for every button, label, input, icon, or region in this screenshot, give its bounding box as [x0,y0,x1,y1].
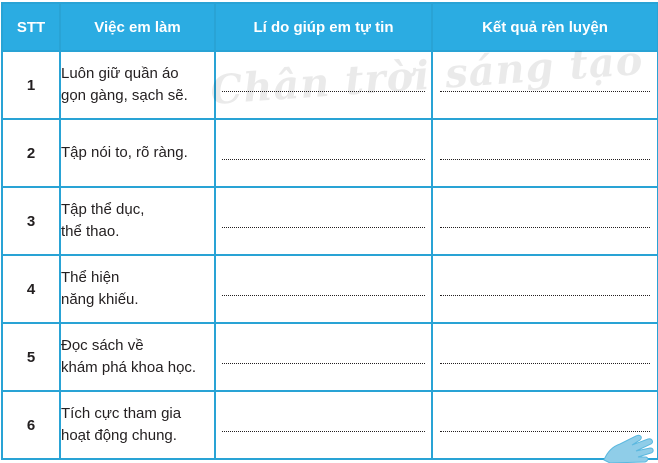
task-line: Luôn giữ quần áo [61,65,179,82]
result-blank[interactable] [432,391,658,459]
reason-blank[interactable] [215,323,432,391]
table-row [2,323,658,391]
row-number: 6 [2,391,60,459]
task-cell [60,51,215,119]
dotted-line [222,91,424,92]
task-line: năng khiếu. [61,291,139,308]
dotted-line [222,159,424,160]
self-confidence-table [1,2,658,460]
task-line: hoạt động chung. [61,427,177,444]
task-cell [60,255,215,323]
dotted-line [440,363,651,364]
header-task: Việc em làm [60,3,215,51]
reason-blank[interactable] [215,391,432,459]
reason-blank[interactable] [215,255,432,323]
dotted-line [222,431,424,432]
row-number: 2 [2,119,60,187]
result-blank[interactable] [432,187,658,255]
dotted-line [440,227,651,228]
result-blank[interactable] [432,51,658,119]
task-line: khám phá khoa học. [61,359,197,376]
task-line: Tích cực tham gia [61,405,182,422]
row-number: 3 [2,187,60,255]
header-result: Kết quả rèn luyện [432,3,658,51]
table-row [2,51,658,119]
dotted-line [440,91,651,92]
task-cell [60,119,215,187]
dotted-line [440,431,651,432]
task-cell [60,391,215,459]
row-number: 5 [2,323,60,391]
task-line: Đọc sách về [61,337,144,354]
task-line: Thể hiện [61,269,120,286]
table-row [2,119,658,187]
result-blank[interactable] [432,119,658,187]
dotted-line [222,295,424,296]
row-number: 1 [2,51,60,119]
task-line: Tập nói to, rõ ràng. [61,144,188,161]
reason-blank[interactable] [215,119,432,187]
task-line: thể thao. [61,223,120,240]
task-line: Tập thể dục, [61,201,145,218]
row-number: 4 [2,255,60,323]
result-blank[interactable] [432,323,658,391]
reason-blank[interactable] [215,51,432,119]
table-row [2,255,658,323]
task-cell [60,187,215,255]
task-cell [60,323,215,391]
header-stt: STT [2,3,60,51]
dotted-line [222,363,424,364]
reason-blank[interactable] [215,187,432,255]
dotted-line [222,227,424,228]
header-reason: Lí do giúp em tự tin [215,3,432,51]
dotted-line [440,295,651,296]
result-blank[interactable] [432,255,658,323]
table-header-row [2,3,658,51]
table-row [2,391,658,459]
dotted-line [440,159,651,160]
table-row [2,187,658,255]
task-line: gọn gàng, sạch sẽ. [61,87,188,104]
publisher-watermark: Chân trời sáng tạo [208,36,645,115]
